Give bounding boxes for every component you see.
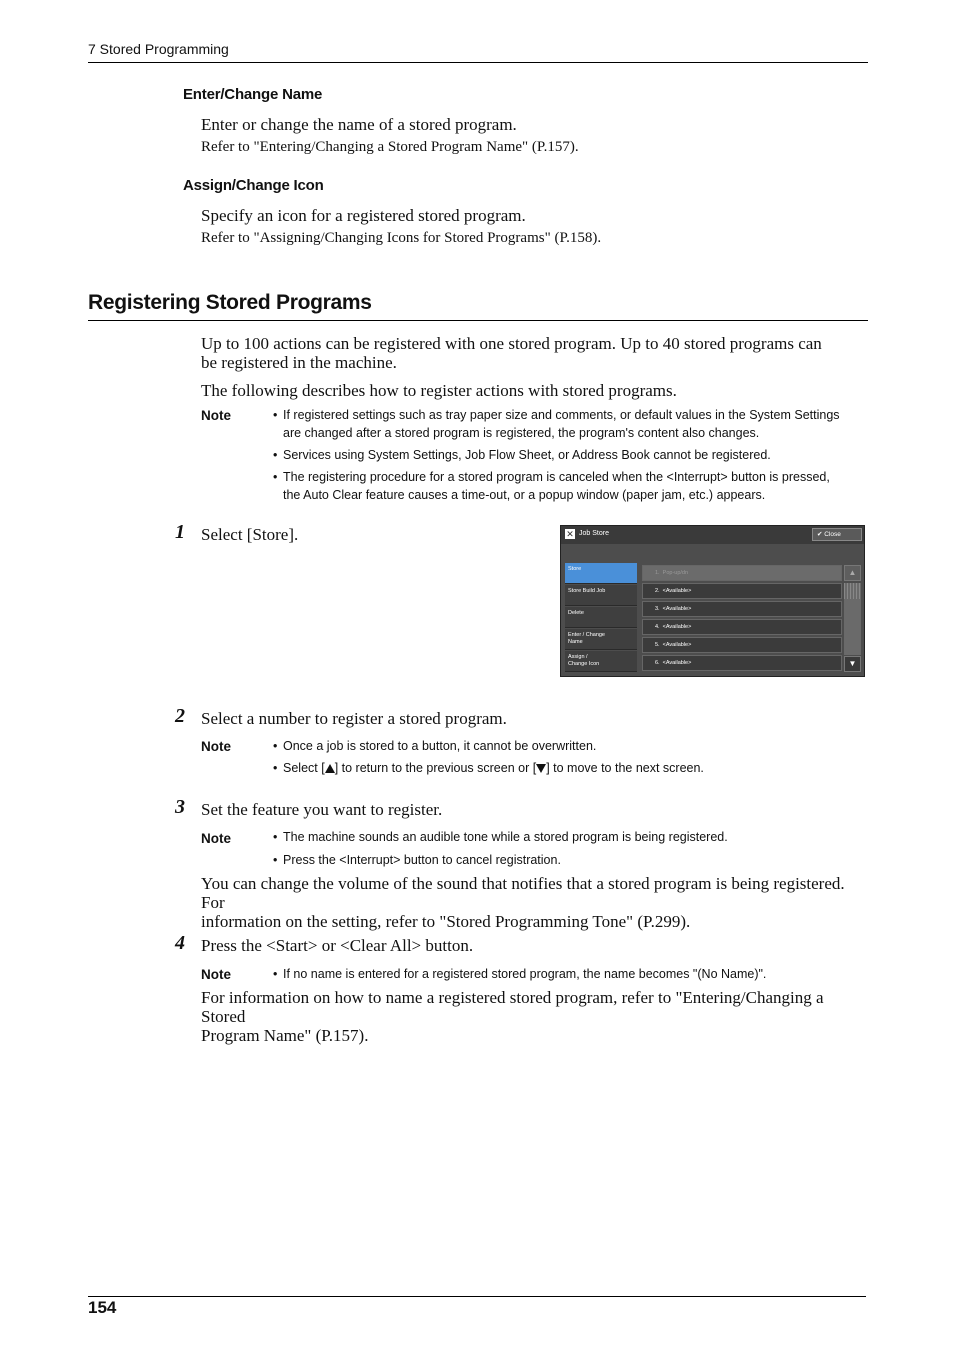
- scroll-up-button[interactable]: ▲: [844, 565, 861, 581]
- step-number: 3: [175, 796, 185, 818]
- menu-item-enter-change-name[interactable]: Enter / Change Name: [565, 629, 637, 650]
- screen-title-bar: [561, 526, 864, 544]
- assign-change-icon-ref: Refer to "Assigning/Changing Icons for Stored Programs" (P.158).: [201, 230, 602, 246]
- close-button[interactable]: [812, 528, 862, 541]
- header-rule: [88, 62, 868, 63]
- note-label: Note: [201, 739, 231, 754]
- note-item: • Services using System Settings, Job Flow Sheet, or Address Book cannot be registered.: [273, 448, 771, 462]
- program-row[interactable]: 1. Pop-up/dn: [642, 565, 842, 581]
- job-store-screen: [560, 525, 865, 677]
- step-text: Press the <Start> or <Clear All> button.: [201, 936, 474, 955]
- enter-change-name-desc: Enter or change the name of a stored program.: [201, 115, 517, 134]
- assign-change-icon-desc: Specify an icon for a registered stored program.: [201, 206, 526, 225]
- scroll-down-button[interactable]: ▼: [844, 656, 861, 672]
- enter-change-name-ref: Refer to "Entering/Changing a Stored Program Name" (P.157).: [201, 139, 579, 155]
- program-row[interactable]: 5. <Available>: [642, 637, 842, 653]
- menu-item-store-build-job[interactable]: Store Build Job: [565, 585, 637, 606]
- job-store-icon: ✕: [566, 529, 574, 539]
- scrollbar-grip[interactable]: [844, 583, 861, 599]
- section-para-1: Up to 100 actions can be registered with one stored program. Up to 40 stored programs can be registered in the machine.: [201, 334, 822, 372]
- note-item: • Press the <Interrupt> button to cancel registration.: [273, 853, 561, 867]
- step-4-followup: For information on how to name a registered stored program, refer to "Entering/Changing a Stored Program Name" (P.157).: [201, 988, 824, 1045]
- note-label: Note: [201, 408, 231, 423]
- screen-title: Job Store: [579, 530, 609, 537]
- assign-change-icon-heading: Assign/Change Icon: [183, 177, 324, 194]
- program-row[interactable]: 2. <Available>: [642, 583, 842, 599]
- step-text: Set the feature you want to register.: [201, 800, 443, 819]
- note-item: • If no name is entered for a registered stored program, the name becomes "(No Name)".: [273, 967, 767, 981]
- menu-item-assign-change-icon[interactable]: Assign / Change Icon: [565, 651, 637, 672]
- note-item: • Select [ ] to return to the previous screen or [ ] to move to the next screen.: [273, 761, 704, 775]
- running-head: 7 Stored Programming: [88, 41, 229, 57]
- step-number: 1: [175, 521, 185, 543]
- program-row[interactable]: 4. <Available>: [642, 619, 842, 635]
- page-number: 154: [88, 1298, 117, 1317]
- menu-item-delete[interactable]: Delete: [565, 607, 637, 628]
- note-item: • Once a job is stored to a button, it cannot be overwritten.: [273, 739, 597, 753]
- program-row[interactable]: 3. <Available>: [642, 601, 842, 617]
- note-label: Note: [201, 967, 231, 982]
- step-text: Select [Store].: [201, 525, 299, 544]
- section-para-2: The following describes how to register actions with stored programs.: [201, 381, 677, 400]
- section-title: Registering Stored Programs: [88, 291, 372, 314]
- step-number: 4: [175, 932, 185, 954]
- step-text: Select a number to register a stored program.: [201, 709, 507, 728]
- check-icon: ✔: [817, 531, 823, 538]
- section-rule: [88, 320, 868, 321]
- footer-rule: [88, 1296, 866, 1297]
- enter-change-name-heading: Enter/Change Name: [183, 86, 323, 103]
- note-item: • The registering procedure for a stored program is canceled when the <Interrupt> button is pressed, the Auto Clear feature causes a time-out, or a popup window (paper jam, etc.) appears.: [273, 470, 830, 502]
- step-number: 2: [175, 705, 185, 727]
- note-label: Note: [201, 831, 231, 846]
- up-arrow-icon: [325, 764, 335, 773]
- note-item: • If registered settings such as tray paper size and comments, or default values in the System Settings are changed after a stored program is registered, the program's content also changes.: [273, 408, 840, 440]
- step-3-followup: You can change the volume of the sound that notifies that a stored program is being registered. For information on the setting, refer to "Stored Programming Tone" (P.299).: [201, 874, 845, 931]
- close-label: Close: [824, 531, 841, 538]
- menu-item-store[interactable]: Store: [565, 563, 637, 584]
- note-item: • The machine sounds an audible tone while a stored program is being registered.: [273, 830, 728, 844]
- program-row[interactable]: 6. <Available>: [642, 655, 842, 671]
- down-arrow-icon: [536, 764, 546, 773]
